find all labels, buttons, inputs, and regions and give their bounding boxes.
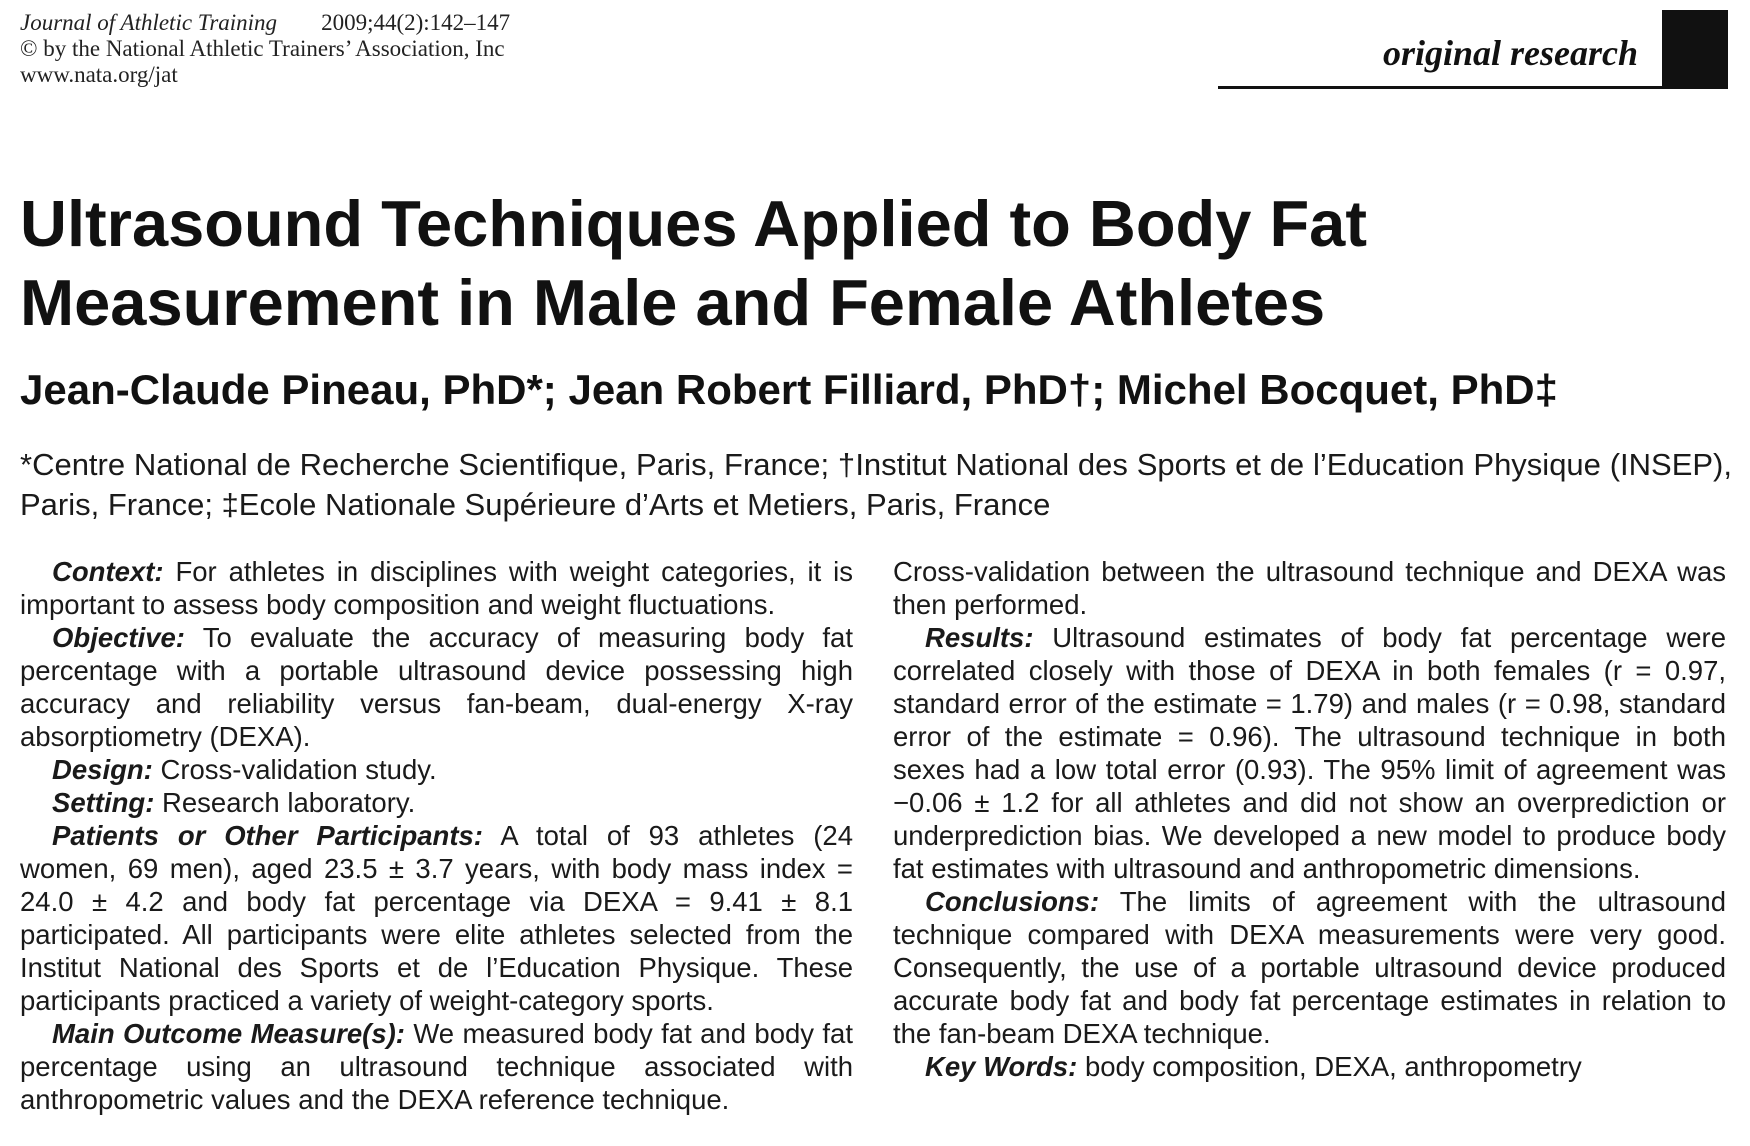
abstract-participants [20,819,853,1017]
participants-text: A total of 93 athletes (24 women, 69 men), aged 23.5 ± 3.7 years, with body mass index = 24.0 ± 4.2 and body fat percentage via DEXA = 9.41 ± 8.1 participated. All participants were elite athletes selected from the Institut National des Sports et de l’Education Physique. These participants practiced a variety of weight-category sports. [20,820,853,1016]
abstract-conclusions [893,885,1726,1050]
section-label: original research [1382,33,1638,73]
abstract-right-column [893,555,1726,1083]
citation: 2009;44(2):142–147 [321,10,511,35]
results-text: Ultrasound estimates of body fat percentage were correlated closely with those of DEXA in both females (r = 0.97, standard error of the estimate = 1.79) and males (r = 0.98, standard error of the estimate = 0.96). The ultrasound technique in both sexes had a low total error (0.93). The 95% limit of agreement was −0.06 ± 1.2 for all athletes and did not show an overprediction or underprediction bias. We developed a new model to produce body fat estimates with ultrasound and anthropometric dimensions. [893,622,1726,884]
journal-masthead [20,10,510,88]
context-heading: Context: [52,556,164,587]
outcome-heading: Main Outcome Measure(s): [52,1018,405,1049]
abstract-outcome-continued: Cross-validation between the ultrasound technique and DEXA was then performed. [893,556,1726,620]
results-heading: Results: [925,622,1034,653]
abstract-context [20,555,853,621]
section-block [1662,10,1728,88]
conclusions-heading: Conclusions: [925,886,1100,917]
abstract-outcome [20,1017,853,1116]
objective-heading: Objective: [52,622,185,653]
design-text: Cross-validation study. [160,754,437,785]
design-heading: Design: [52,754,153,785]
context-text: For athletes in disciplines with weight categories, it is important to assess body composition and weight fluctuations. [20,556,854,620]
affiliations: *Centre National de Recherche Scientifique, Paris, France; †Institut National des Sports et de l’Education Physique (INSEP), Paris, France; ‡Ecole Nationale Supérieure d’Arts et Metiers, Paris, France [20,447,1732,522]
objective-text: To evaluate the accuracy of measuring body fat percentage with a portable ultrasound device possessing high accuracy and reliability versus fan-beam, dual-energy X-ray absorptiometry (DEXA). [20,622,853,752]
masthead-row [20,10,510,36]
abstract-setting [20,786,853,819]
abstract-objective [20,621,853,753]
setting-heading: Setting: [52,787,155,818]
keywords-heading: Key Words: [925,1051,1078,1082]
abstract-left-column [20,555,853,1116]
copyright: © by the National Athletic Trainers’ Association, Inc [20,36,505,61]
setting-text: Research laboratory. [162,787,416,818]
abstract-keywords [893,1050,1726,1083]
journal-name: Journal of Athletic Training [20,10,278,35]
journal-url[interactable]: www.nata.org/jat [20,62,178,87]
section-tag [1218,10,1728,89]
abstract-design [20,753,853,786]
keywords-text: body composition, DEXA, anthropometry [1084,1051,1582,1082]
article-title: Ultrasound Techniques Applied to Body Fat Measurement in Male and Female Athletes [20,187,1367,339]
author-list: Jean-Claude Pineau, PhD*; Jean Robert Filliard, PhD†; Michel Bocquet, PhD‡ [20,366,1558,413]
participants-heading: Patients or Other Participants: [52,820,483,851]
conclusions-text: The limits of agreement with the ultrasound technique compared with DEXA measurements were very good. Consequently, the use of a portable ultrasound device produced accurate body fat and body fat percentage estimates in relation to the fan-beam DEXA technique. [893,886,1726,1049]
outcome-text: We measured body fat and body fat percentage using an ultrasound technique associated with anthropometric values and the DEXA reference technique. [20,1018,853,1115]
abstract-results [893,621,1726,885]
